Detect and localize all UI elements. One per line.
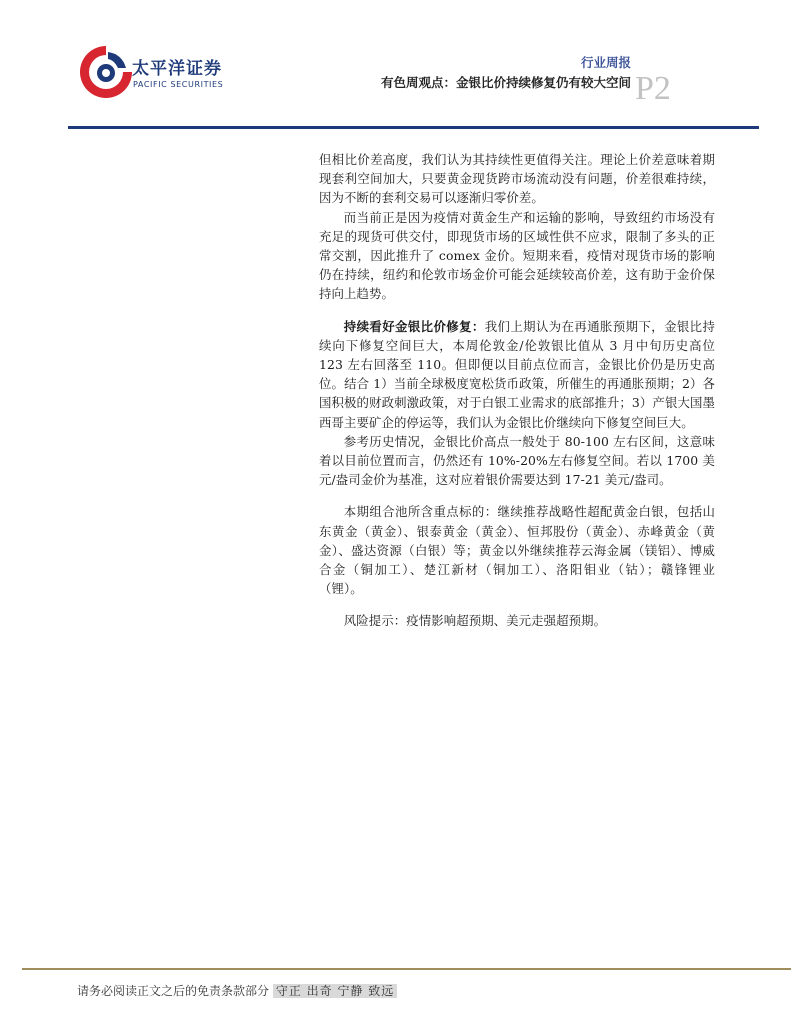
paragraph: 本期组合池所含重点标的：继续推荐战略性超配黄金白银，包括山东黄金（黄金）、银泰黄金（黄金）、恒邦股份（黄金）、赤峰黄金（黄金）、盛达资源（白银）等；黄金以外继续推荐云海金属（镁铝）、博威合金（铜加工）、楚江新材（铜加工）、洛阳钼业（钴）；赣锋锂业（锂）。 <box>319 504 715 597</box>
company-logo <box>76 42 226 102</box>
pacific-securities-logo-icon <box>76 42 136 102</box>
paragraph-text: 我们上期认为在再通胀预期下，金银比持续向下修复空间巨大，本周伦敦金/伦敦银比值从 3 月中旬历史高位 123 左右回落至 110。但即便以目前点位而言，金银比价仍是历史高位。结合 1）当前全球极度宽松货币政策，所催生的再通胀预期；2）各国积极的财政刺激政策，对于白银工业需求的底部推升；3）产银大国墨西哥主要矿企的停运等，我们认为金银比价继续向下修复空间巨大。 <box>319 318 715 430</box>
risk-warning: 风险提示：疫情影响超预期、美元走强超预期。 <box>343 613 607 629</box>
footer-motto: 守正 出奇 宁静 致远 <box>273 984 397 998</box>
report-type: 行业周报 <box>580 55 631 70</box>
page-number: P2 <box>635 70 671 107</box>
footer-note <box>77 982 397 999</box>
footer-divider <box>22 968 791 970</box>
footer-disclaimer: 请务必阅读正文之后的免责条款部分 <box>77 984 270 998</box>
report-title: 有色周观点：金银比价持续修复仍有较大空间 <box>380 75 631 90</box>
paragraph <box>319 317 715 432</box>
report-body <box>319 150 715 631</box>
paragraph: 而当前正是因为疫情对黄金生产和运输的影响，导致纽约市场没有充足的现货可供交付，即现货市场的区域性供不应求，限制了多头的正常交割，因此推升了 comex 金价。短期来看，疫情对现货市场的影响仍在持续，纽约和伦敦市场金价可能会延续较高价差，这有助于金价保持向上趋势。 <box>319 209 715 302</box>
brand-name-cn: 太平洋证券 <box>132 59 222 79</box>
paragraph: 但相比价差高度，我们认为其持续性更值得关注。理论上价差意味着期现套利空间加大，只要黄金现货跨市场流动没有问题，价差很难持续，因为不断的套利交易可以逐渐归零价差。 <box>319 152 715 206</box>
paragraph: 参考历史情况，金银比价高点一般处于 80-100 左右区间，这意味着以目前位置而言，仍然还有 10%-20%左右修复空间。若以 1700 美元/盎司金价为基准，这对应着银价需要达到 17-21 美元/盎司。 <box>319 433 715 488</box>
header-divider <box>68 126 759 129</box>
paragraph-lead: 持续看好金银比价修复： <box>343 318 485 334</box>
brand-name-en: PACIFIC SECURITIES <box>133 80 224 89</box>
